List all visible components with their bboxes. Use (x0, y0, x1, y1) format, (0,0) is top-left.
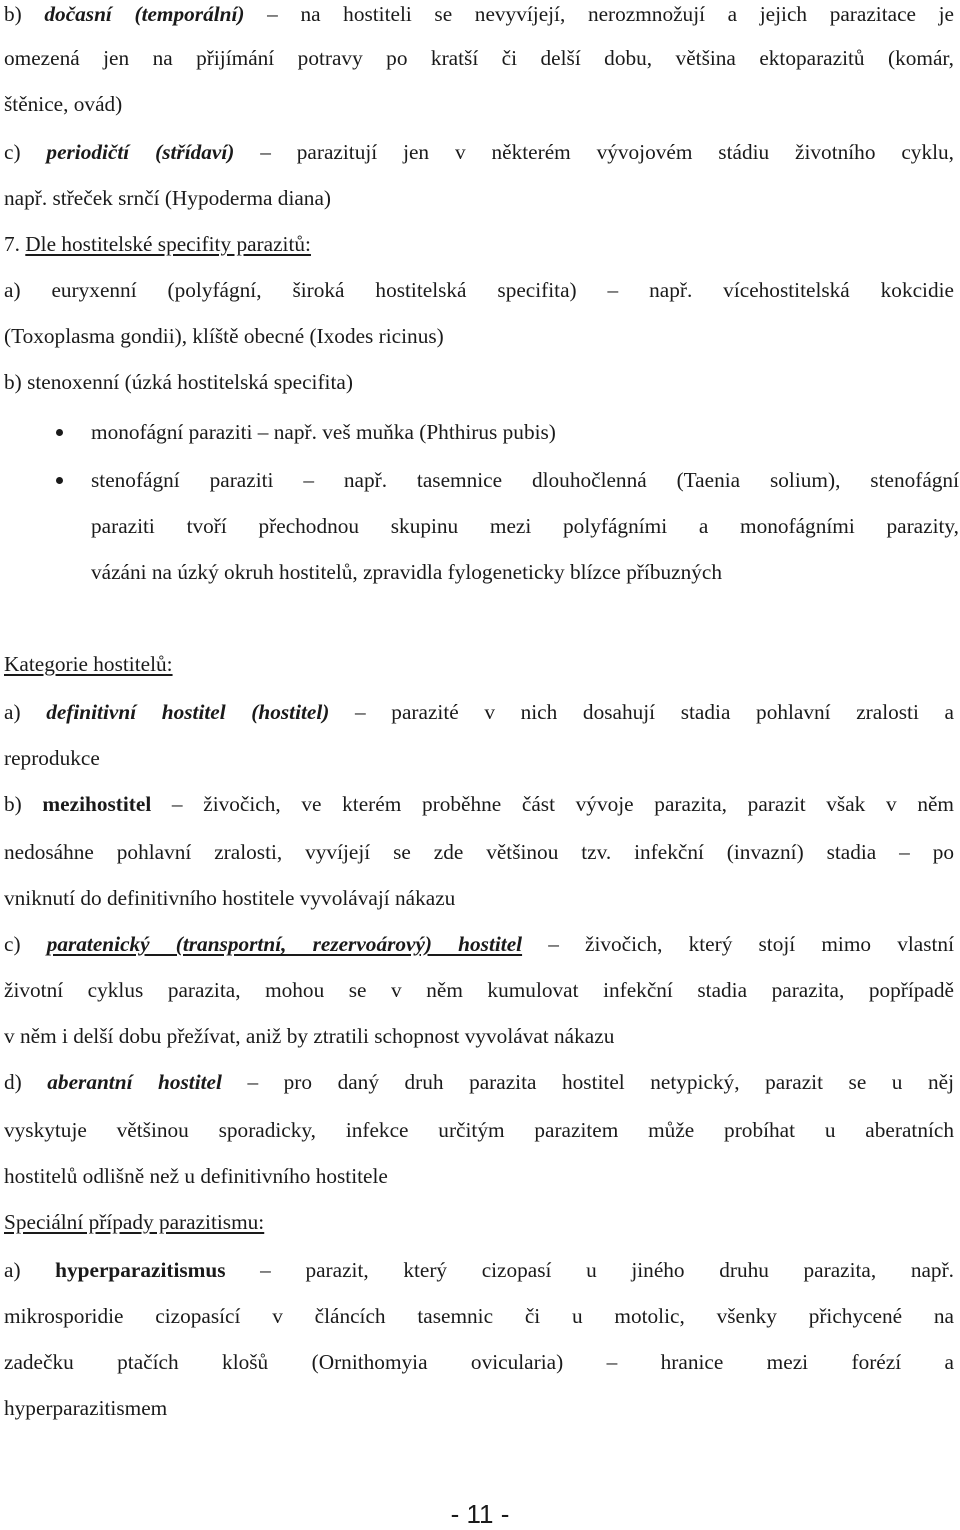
heading-specificity: Dle hostitelské specifity parazitů: (25, 232, 311, 256)
bullet-text-stenofagni-line1: stenofágní paraziti – např. tasemnice dlouhočlenná (Taenia solium), stenofágní (91, 468, 959, 492)
term-periodic: periodičtí (střídaví) (46, 140, 235, 164)
paragraph-aberrant-line2: vyskytuje většinou sporadicky, infekce určitým parazitem může probíhat u aberatních (4, 1118, 954, 1142)
list-item-monofagni (4, 418, 954, 446)
term-paratenic-host: paratenický (transportní, rezervoárový) hostitel (46, 932, 523, 956)
text-definitive: – parazité v nich dosahují stadia pohlavní zralosti a (329, 700, 954, 724)
paragraph-intermediate-line1 (4, 790, 954, 818)
paragraph-hyperparasitism-line3: zadečku ptačích klošů (Ornithomyia ovicularia) – hranice mezi forézí a (4, 1350, 954, 1374)
paragraph-temporal-line2: omezená jen na přijímání potravy po kratší či delší dobu, většina ektoparazitů (komár, (4, 46, 954, 70)
section-heading-special-cases (4, 1208, 954, 1236)
text-periodic: – parazitují jen v některém vývojovém stádiu životního cyklu, (234, 140, 954, 164)
paragraph-intermediate-line2: nedosáhne pohlavní zralosti, vyvíjejí se zde většinou tzv. infekční (invazní) stadia – po (4, 840, 954, 864)
paragraph-aberrant-line1 (4, 1068, 954, 1096)
paragraph-euryxenni-line2: (Toxoplasma gondii), klíště obecné (Ixodes ricinus) (4, 324, 444, 348)
item-prefix: a) (4, 700, 47, 724)
term-temporal: dočasní (temporální) (44, 2, 245, 26)
item-prefix: a) (4, 1258, 56, 1282)
term-hyperparasitism: hyperparazitismus (55, 1258, 226, 1282)
paragraph-hyperparasitism-line2: mikrosporidie cizopasící v článcích tasemnic či u motolic, všenky přichycené na (4, 1304, 954, 1328)
paragraph-definitive-line2: reprodukce (4, 746, 100, 770)
text-intermediate: – živočich, ve kterém proběhne část vývoje parazita, parazit však v něm (151, 792, 954, 816)
paragraph-paratenic-line3: v něm i delší dobu přežívat, aniž by ztratili schopnost vyvolávat nákazu (4, 1024, 615, 1048)
paragraph-paratenic-line1 (4, 930, 954, 958)
text-paratenic: – živočich, který stojí mimo vlastní (522, 932, 954, 956)
paragraph-temporal-line1 (4, 0, 954, 28)
paragraph-hyperparasitism-line4: hyperparazitismem (4, 1396, 168, 1420)
paragraph-intermediate-line3: vniknutí do definitivního hostitele vyvolávají nákazu (4, 886, 456, 910)
section-number: 7. (4, 232, 26, 256)
item-prefix: c) (4, 932, 47, 956)
page-number: - 11 - (450, 1499, 510, 1529)
item-prefix: d) (4, 1070, 48, 1094)
paragraph-stenoxenni: b) stenoxenní (úzká hostitelská specifita) (4, 370, 353, 394)
term-definitive-host: definitivní hostitel (hostitel) (46, 700, 330, 724)
paragraph-euryxenni-line1: a) euryxenní (polyfágní, široká hostitelská specifita) – např. vícehostitelská kokcidie (4, 278, 954, 302)
paragraph-aberrant-line3: hostitelů odlišně než u definitivního hostitele (4, 1164, 388, 1188)
bullet-icon (56, 477, 63, 484)
item-prefix: b) (4, 792, 43, 816)
item-prefix: c) (4, 140, 47, 164)
paragraph-paratenic-line2: životní cyklus parazita, mohou se v něm kumulovat infekční stadia parazita, popřípadě (4, 978, 954, 1002)
term-intermediate-host: mezihostitel (42, 792, 152, 816)
heading-special-cases: Speciální případy parazitismu: (4, 1210, 265, 1234)
item-prefix: b) (4, 2, 45, 26)
term-aberrant-host: aberantní hostitel (47, 1070, 222, 1094)
list-item-stenofagni (4, 466, 959, 586)
text-temporal: – na hostiteli se nevyvíjejí, nerozmnožují a jejich parazitace je (244, 2, 954, 26)
heading-host-categories: Kategorie hostitelů: (4, 652, 173, 676)
paragraph-hyperparasitism-line1 (4, 1256, 954, 1284)
paragraph-periodic-line2: např. střeček srnčí (Hypoderma diana) (4, 186, 332, 210)
section-heading-specificity (4, 230, 954, 258)
bullet-text-stenofagni-line3: vázáni na úzký okruh hostitelů, zpravidla fylogeneticky blízce příbuzných (91, 560, 722, 584)
paragraph-temporal-line3: štěnice, ovád) (4, 92, 123, 116)
bullet-text-monofagni: monofágní paraziti – např. veš muňka (Phthirus pubis) (91, 420, 556, 444)
paragraph-definitive-line1 (4, 698, 954, 726)
bullet-icon (56, 429, 63, 436)
text-aberrant: – pro daný druh parazita hostitel netypický, parazit se u něj (221, 1070, 954, 1094)
bullet-text-stenofagni-line2: paraziti tvoří přechodnou skupinu mezi polyfágními a monofágními parazity, (91, 514, 959, 538)
section-heading-host-categories (4, 650, 954, 678)
text-hyperparasitism: – parazit, který cizopasí u jiného druhu parazita, např. (225, 1258, 954, 1282)
paragraph-periodic-line1 (4, 138, 954, 166)
